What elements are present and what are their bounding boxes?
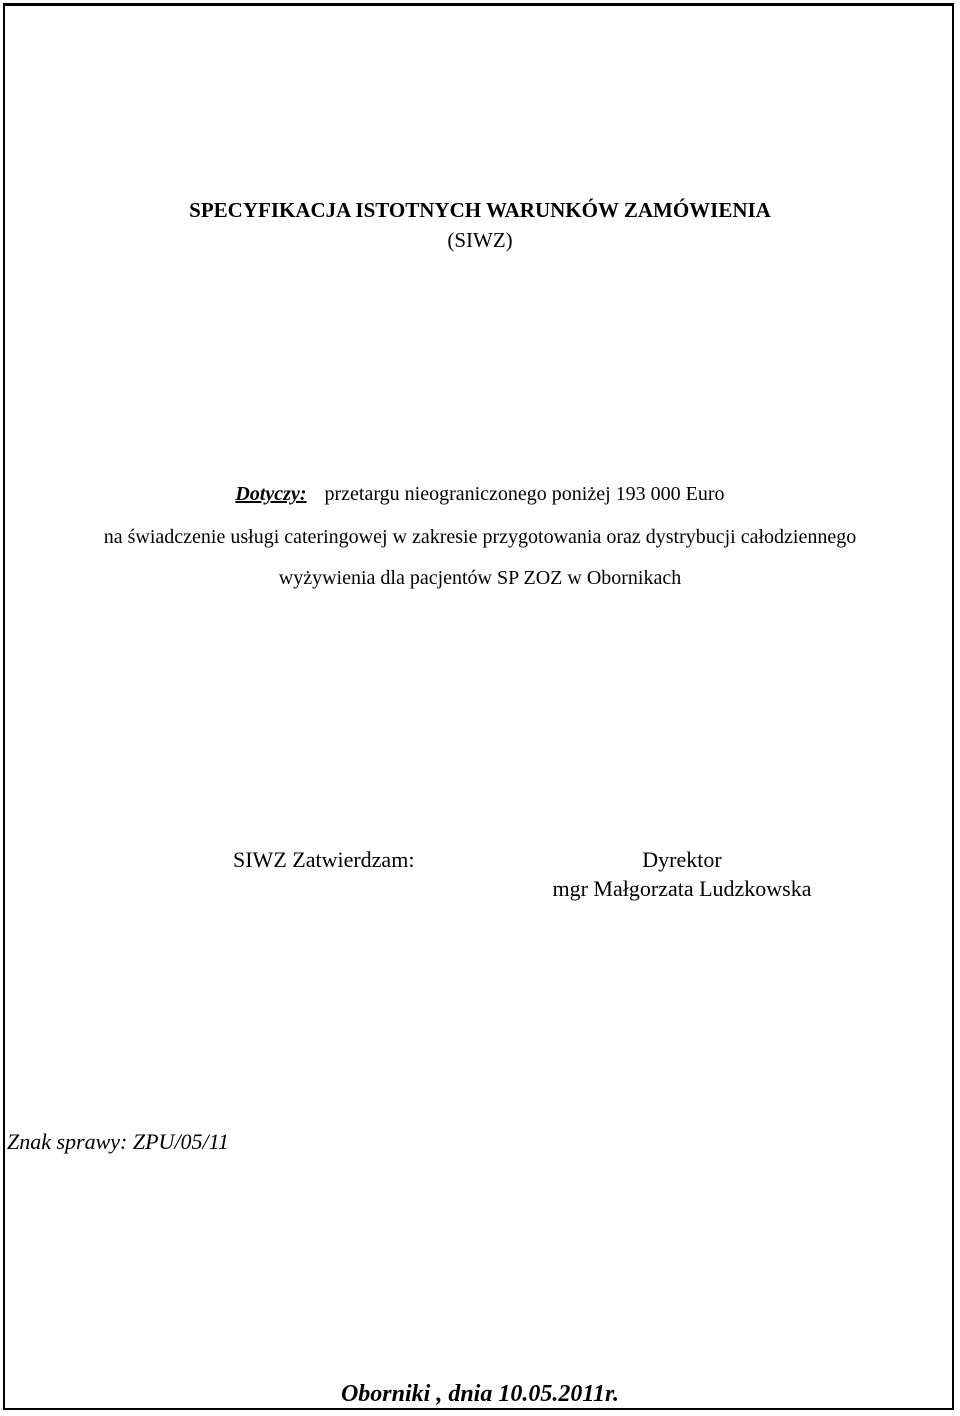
signatory-role: Dyrektor [642, 847, 722, 872]
description-line-2: wyżywienia dla pacjentów SP ZOZ w Obornikach [278, 567, 682, 589]
description-line-1: na świadczenie usługi cateringowej w zakresie przygotowania oraz dystrybucji całodziennego [103, 526, 857, 548]
document-title-abbreviation: (SIWZ) [447, 228, 513, 252]
signatory-name: mgr Małgorzata Ludzkowska [552, 876, 812, 901]
subject-label: Dotyczy: [235, 483, 307, 505]
document-title: SPECYFIKACJA ISTOTNYCH WARUNKÓW ZAMÓWIENIA [189, 198, 771, 222]
case-number: Znak sprawy: ZPU/05/11 [7, 1129, 230, 1154]
place-and-date: Oborniki , dnia 10.05.2011r. [340, 1381, 620, 1407]
subject-line [0, 483, 960, 506]
approval-label: SIWZ Zatwierdzam: [233, 847, 415, 872]
subject-text: przetargu nieograniczonego poniżej 193 000 Euro [324, 483, 725, 505]
